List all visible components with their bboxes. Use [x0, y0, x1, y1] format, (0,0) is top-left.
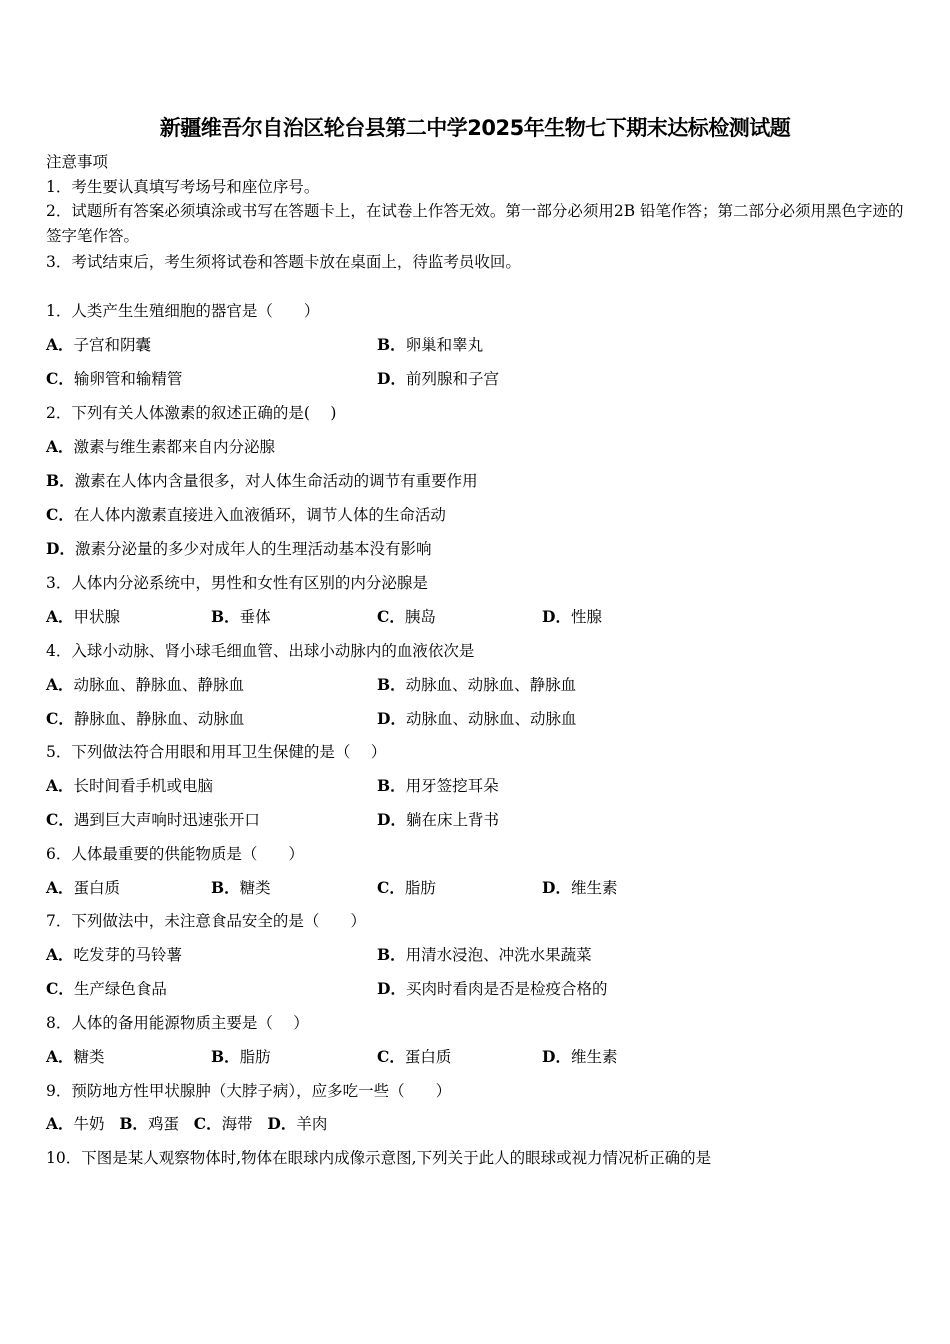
- option-key: A．: [46, 607, 74, 626]
- option-key: A．: [46, 1047, 74, 1066]
- option-key: B．: [377, 776, 406, 795]
- option: [542, 1046, 617, 1068]
- option-text: 卵巢和睾丸: [405, 336, 484, 354]
- page-title: 新疆维吾尔自治区轮台县第二中学2025年生物七下期末达标检测试题: [159, 116, 791, 140]
- question-stem: 2．下列有关人体激素的叙述正确的是( ): [46, 404, 337, 422]
- option-key: A．: [46, 437, 74, 456]
- option-text: 买肉时看肉是否是检疫合格的: [405, 980, 608, 998]
- question-stem: 8．人体的备用能源物质主要是（ ）: [46, 1014, 309, 1032]
- option-text: 吃发芽的马铃薯: [73, 946, 183, 964]
- option: [46, 436, 275, 458]
- option-text: 牛奶: [73, 1115, 105, 1133]
- option-key: A．: [46, 945, 74, 964]
- option: [377, 368, 499, 390]
- notice-item: 1．考生要认真填写考场号和座位序号。: [46, 178, 320, 196]
- option-text: 动脉血、静脉血、静脉血: [73, 676, 245, 694]
- question-stem: 10．下图是某人观察物体时,物体在眼球内成像示意图,下列关于此人的眼球或视力情况析正确的是: [46, 1149, 712, 1167]
- option-text: 动脉血、动脉血、动脉血: [405, 710, 577, 728]
- option-key: D．: [542, 878, 571, 897]
- option-key: C．: [46, 979, 74, 998]
- option-text: 生产绿色食品: [73, 980, 167, 998]
- question-stem: 1．人类产生生殖细胞的器官是（ ）: [46, 302, 320, 320]
- option-text: 胰岛: [404, 608, 436, 626]
- option: [377, 809, 499, 831]
- option: [377, 334, 483, 356]
- option-text: 在人体内激素直接进入血液循环，调节人体的生命活动: [73, 506, 446, 524]
- option-key: B．: [211, 607, 240, 626]
- option: [211, 1046, 271, 1068]
- option: [542, 606, 602, 628]
- option: [211, 877, 271, 899]
- option-text: 性腺: [570, 608, 602, 626]
- option-text: 海带: [221, 1115, 253, 1133]
- option: [377, 978, 607, 1000]
- option-key: D．: [377, 979, 406, 998]
- option-key: C．: [377, 607, 405, 626]
- option-text: 动脉血、动脉血、静脉血: [405, 676, 577, 694]
- option-key: C．: [46, 369, 74, 388]
- option: [46, 775, 213, 797]
- option-text: 蛋白质: [73, 879, 121, 897]
- option-key: B．: [119, 1114, 148, 1133]
- option-key: D．: [377, 810, 406, 829]
- option: [377, 775, 499, 797]
- option-text: 用清水浸泡、冲洗水果蔬菜: [405, 946, 592, 964]
- option: [377, 1046, 451, 1068]
- option-key: B．: [377, 945, 406, 964]
- question-stem: 3．人体内分泌系统中，男性和女性有区别的内分泌腺是: [46, 574, 428, 592]
- option: [46, 504, 446, 526]
- option-text: 脂肪: [404, 879, 436, 897]
- option-key: A．: [46, 1114, 74, 1133]
- option: [46, 809, 260, 831]
- option-text: 输卵管和输精管: [73, 370, 183, 388]
- option-key: B．: [211, 1047, 240, 1066]
- option-key: D．: [267, 1114, 297, 1133]
- option: [377, 606, 436, 628]
- option-key: A．: [46, 878, 74, 897]
- option-key: B．: [377, 335, 406, 354]
- option-key: A．: [46, 335, 74, 354]
- option: [46, 708, 244, 730]
- option-text: 脂肪: [239, 1048, 271, 1066]
- option: [542, 877, 617, 899]
- option-text: 激素与维生素都来自内分泌腺: [73, 438, 276, 456]
- option: [46, 674, 244, 696]
- option-key: C．: [46, 810, 74, 829]
- option-row: [46, 1113, 327, 1135]
- question-stem: 7．下列做法中，未注意食品安全的是（ ）: [46, 912, 366, 930]
- option: [46, 470, 478, 492]
- option: [211, 606, 271, 628]
- option-key: D．: [542, 607, 571, 626]
- option: [46, 1046, 105, 1068]
- option-text: 子宫和阴囊: [73, 336, 152, 354]
- option-text: 甲状腺: [73, 608, 121, 626]
- notice-heading: 注意事项: [46, 153, 109, 171]
- option-key: C．: [46, 709, 74, 728]
- option-text: 静脉血、静脉血、动脉血: [73, 710, 245, 728]
- option-text: 糖类: [73, 1048, 105, 1066]
- question-stem: 9．预防地方性甲状腺肿（大脖子病），应多吃一些（ ）: [46, 1082, 452, 1100]
- option: [46, 368, 182, 390]
- option: [377, 708, 576, 730]
- option-text: 前列腺和子宫: [405, 370, 499, 388]
- option-key: D．: [46, 539, 75, 558]
- notice-item: 2．试题所有答案必须填涂或书写在答题卡上，在试卷上作答无效。第一部分必须用2B 铅笔作答；第二部分必须用黑色字迹的签字笔作答。: [46, 202, 904, 245]
- notice-item: 3．考试结束后，考生须将试卷和答题卡放在桌面上，待监考员收回。: [46, 253, 521, 271]
- question-stem: 6．人体最重要的供能物质是（ ）: [46, 845, 304, 863]
- option: [46, 877, 120, 899]
- option-key: A．: [46, 776, 74, 795]
- option: [46, 538, 431, 560]
- option-key: C．: [193, 1114, 222, 1133]
- option-text: 羊肉: [296, 1115, 328, 1133]
- option: [46, 978, 167, 1000]
- option-text: 维生素: [570, 1048, 618, 1066]
- option-key: B．: [46, 471, 75, 490]
- option-text: 鸡蛋: [147, 1115, 179, 1133]
- option: [377, 877, 436, 899]
- question-stem: 5．下列做法符合用眼和用耳卫生保健的是（ ）: [46, 743, 387, 761]
- option-text: 长时间看手机或电脑: [73, 777, 214, 795]
- option-text: 用牙签挖耳朵: [405, 777, 499, 795]
- option: [46, 944, 182, 966]
- option-key: B．: [211, 878, 240, 897]
- option-text: 激素分泌量的多少对成年人的生理活动基本没有影响: [74, 540, 432, 558]
- option: [377, 674, 576, 696]
- option: [46, 606, 120, 628]
- option-text: 蛋白质: [404, 1048, 452, 1066]
- option-key: C．: [46, 505, 74, 524]
- option-key: B．: [377, 675, 406, 694]
- option-text: 垂体: [239, 608, 271, 626]
- option-key: D．: [542, 1047, 571, 1066]
- option-key: A．: [46, 675, 74, 694]
- question-stem: 4．入球小动脉、肾小球毛细血管、出球小动脉内的血液依次是: [46, 642, 475, 660]
- option-key: C．: [377, 1047, 405, 1066]
- option-text: 维生素: [570, 879, 618, 897]
- option: [46, 334, 151, 356]
- option-key: D．: [377, 709, 406, 728]
- option-text: 躺在床上背书: [405, 811, 499, 829]
- option-text: 激素在人体内含量很多，对人体生命活动的调节有重要作用: [74, 472, 478, 490]
- option-text: 糖类: [239, 879, 271, 897]
- option-key: C．: [377, 878, 405, 897]
- option: [377, 944, 592, 966]
- option-text: 遇到巨大声响时迅速张开口: [73, 811, 260, 829]
- option-key: D．: [377, 369, 406, 388]
